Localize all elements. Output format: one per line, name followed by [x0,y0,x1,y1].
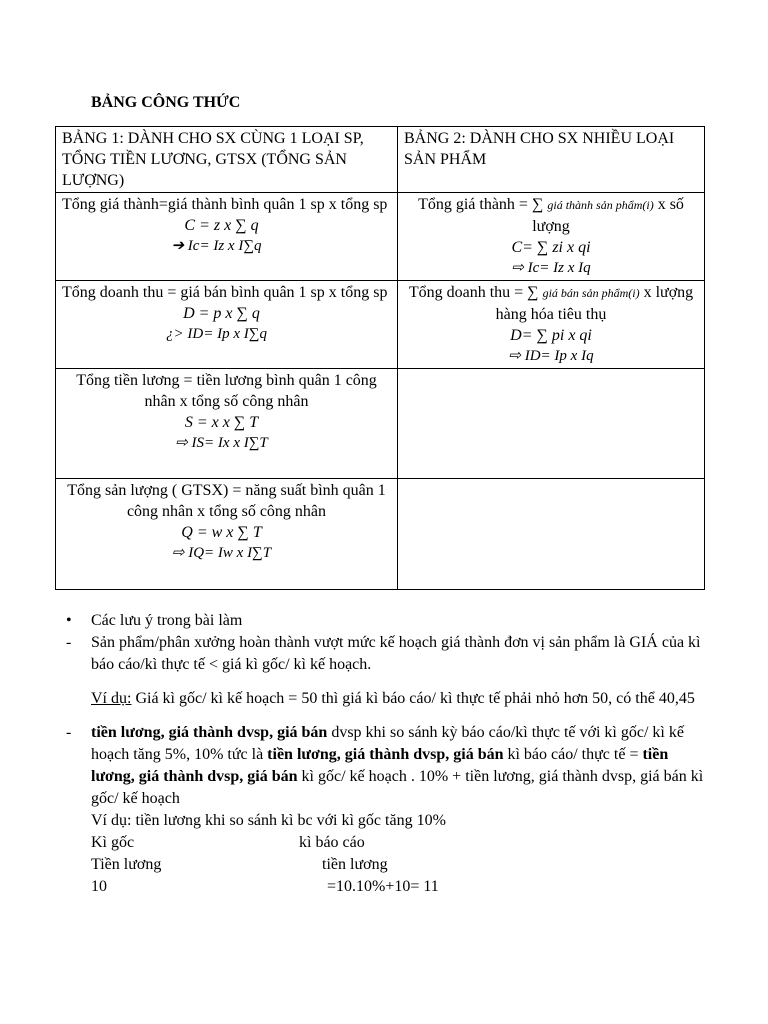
cost-multi-text-a: Tổng giá thành = ∑ [418,196,544,213]
revenue-multi-text-a: Tổng doanh thu = ∑ [408,284,539,301]
cost-multi-text [404,194,698,237]
revenue-multi-formula: D= ∑ pi x qi [510,327,592,344]
example-1 [60,688,710,710]
revenue-multi-text-small: giá bán sản phẩm(i) [542,286,640,300]
formula-table [55,126,705,590]
cost-multi-cell [398,193,705,281]
item-2-text-1: dvsp khi so sánh kỳ báo cáo/kì thực tế với kì gốc/ kì kế hoạch tăng 5%, 10% tức là [91,724,684,763]
example-2-col-b-3: =10.10%+10= 11 [327,878,439,895]
cost-single-text: Tổng giá thành=giá thành bình quân 1 sp x tổng sp [62,196,388,213]
example-2-row-3 [60,876,710,898]
table-row-cost [56,193,705,281]
example-2-col-b-2: tiền lương [322,856,388,873]
revenue-multi-cell [398,281,705,369]
example-2-col-a-2: Tiền lương [91,856,162,873]
dash-icon: - [66,724,72,741]
notes-bullet-item [60,610,710,632]
item-2-text-3: kì gốc/ kế hoạch . 10% + tiền lương, giá thành dvsp, giá bán kì gốc/ kế hoạch [91,768,704,807]
table-row-wage [56,369,705,479]
cost-multi-index: ⇨ Ic= Iz x Iq [511,260,591,276]
output-index: ⇨ IQ= Iw x I∑T [171,545,272,561]
wage-text: Tổng tiền lương = tiền lương bình quân 1 công nhân x tổng số công nhân [76,372,377,410]
dash-icon: - [66,634,72,651]
revenue-multi-text-b: x lượng hàng hóa tiêu thụ [495,284,694,323]
cost-multi-text-b: x số lượng [532,196,684,235]
page-title: BẢNG CÔNG THỨC [91,94,241,111]
revenue-multi-index: ⇨ ID= Ip x Iq [508,348,594,364]
cost-single-formula: C = z x ∑ q [184,217,259,234]
example-2-line: Ví dụ: tiền lương khi so sánh kì bc với kì gốc tăng 10% [91,812,446,829]
wage-empty-cell [398,369,705,479]
output-text: Tổng sản lượng ( GTSX) = năng suất bình quân 1 công nhân x tổng số công nhân [67,482,386,520]
item-2-bold-3: tiền lương, giá thành dvsp, giá bán [91,746,669,785]
cost-single-cell [56,193,398,281]
notes-item-1-text: Sản phẩm/phân xưởng hoàn thành vượt mức kế hoạch giá thành đơn vị sản phẩm là GIÁ của kì báo cáo/kì thực tế < giá kì gốc/ kì kế hoạch. [91,634,701,673]
table-header-row [56,127,705,193]
notes-item-2 [60,722,710,810]
item-2-text-2: kì báo cáo/ thực tế = [503,746,643,763]
example-2-row-2 [60,854,710,876]
example-1-text: Giá kì gốc/ kì kế hoạch = 50 thì giá kì báo cáo/ kì thực tế phải nhỏ hơn 50, có thể 40,45 [131,690,695,707]
cost-multi-text-small: giá thành sản phẩm(i) [547,198,654,212]
example-1-label: Ví dụ: [91,690,132,707]
wage-cell [56,369,398,479]
header-left: BẢNG 1: DÀNH CHO SX CÙNG 1 LOẠI SP, TỔNG TIỀN LƯƠNG, GTSX (TỔNG SẢN LƯỢNG) [56,127,398,193]
cost-multi-formula: C= ∑ zi x qi [511,239,591,256]
revenue-single-formula: D = p x ∑ q [183,305,260,322]
item-2-bold-2: tiền lương, giá thành dvsp, giá bán [267,746,504,763]
output-formula: Q = w x ∑ T [181,524,262,541]
example-2-col-a-1: Kì gốc [91,834,135,851]
header-right: BẢNG 2: DÀNH CHO SX NHIỀU LOẠI SẢN PHẨM [398,127,705,193]
revenue-multi-text [404,282,698,325]
revenue-single-text: Tổng doanh thu = giá bán bình quân 1 sp x tổng sp [62,284,388,301]
example-2-row-1 [60,832,710,854]
revenue-single-cell [56,281,398,369]
item-2-bold-1: tiền lương, giá thành dvsp, giá bán [91,724,328,741]
notes-bullet-text: Các lưu ý trong bài làm [91,612,243,629]
wage-index: ⇨ IS= Ix x I∑T [175,435,268,451]
output-empty-cell [398,479,705,590]
cost-single-index: ➔ Ic= Iz x I∑q [171,238,262,254]
bullet-icon: • [66,612,72,629]
example-2-col-b-1: kì báo cáo [299,834,365,851]
notes-item-1 [60,632,710,676]
table-row-output [56,479,705,590]
notes-section [60,610,710,898]
output-cell [56,479,398,590]
table-row-revenue [56,281,705,369]
revenue-single-index: ¿> ID= Ip x I∑q [166,326,267,342]
example-2-col-a-3: 10 [91,878,107,895]
wage-formula: S = x x ∑ T [184,414,259,431]
